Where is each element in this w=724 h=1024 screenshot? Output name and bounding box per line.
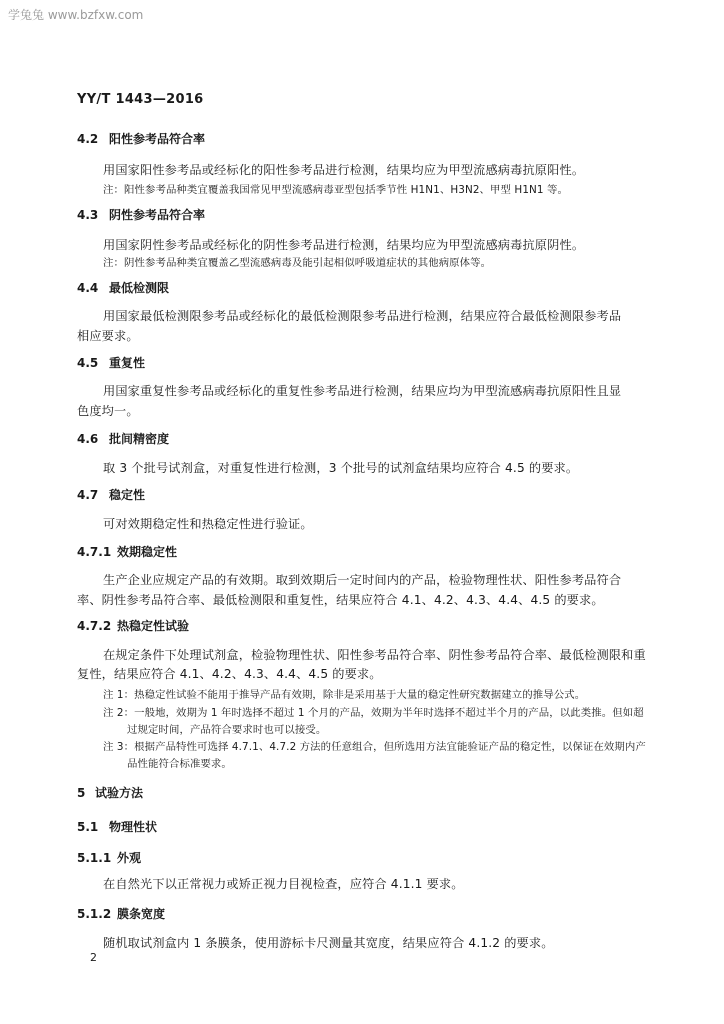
heading-4-6 (77, 430, 169, 447)
paragraph-4-3: 用国家阴性参考品或经标化的阴性参考品进行检测，结果均应为甲型流感病毒抗原阴性。 (103, 238, 585, 252)
heading-number: 5.1.2 (77, 907, 112, 921)
heading-title: 膜条宽度 (117, 907, 166, 921)
heading-number: 4.5 (77, 356, 99, 370)
heading-number: 5.1.1 (77, 851, 112, 865)
paragraph-4-7-2-line1: 在规定条件下处理试剂盒，检验物理性状、阳性参考品符合率、阴性参考品符合率、最低检测限和重 (103, 648, 646, 662)
heading-4-7 (77, 486, 145, 503)
note-2-line2: 过规定时间，产品符合要求时也可以接受。 (127, 724, 327, 736)
heading-title: 稳定性 (109, 488, 146, 502)
heading-5 (77, 784, 143, 801)
heading-number: 5.1 (77, 820, 99, 834)
watermark-text: 学兔兔 www.bzfxw.com (8, 8, 144, 22)
heading-title: 重复性 (109, 356, 146, 370)
paragraph-4-5-line2: 色度均一。 (77, 404, 139, 418)
heading-4-2 (77, 130, 205, 147)
heading-5-1 (77, 818, 157, 835)
paragraph-4-7-1-line1: 生产企业应规定产品的有效期。取到效期后一定时间内的产品，检验物理性状、阳性参考品符合 (103, 573, 622, 587)
note-3-line2: 品性能符合标准要求。 (127, 758, 232, 770)
heading-number: 4.4 (77, 281, 99, 295)
paragraph-4-6: 取 3 个批号试剂盒，对重复性进行检测，3 个批号的试剂盒结果均应符合 4.5 的要求。 (103, 461, 579, 475)
paragraph-5-1-1: 在自然光下以正常视力或矫正视力目视检查，应符合 4.1.1 要求。 (103, 877, 464, 891)
paragraph-4-5-line1: 用国家重复性参考品或经标化的重复性参考品进行检测，结果应均为甲型流感病毒抗原阳性且显 (103, 384, 622, 398)
heading-number: 4.6 (77, 432, 99, 446)
heading-number: 4.7 (77, 488, 99, 502)
heading-4-7-1 (77, 543, 177, 560)
heading-number: 4.3 (77, 208, 99, 222)
note-4-2: 注：阳性参考品种类宜覆盖我国常见甲型流感病毒亚型包括季节性 H1N1、H3N2、甲型 H1N1 等。 (103, 184, 568, 196)
heading-number: 4.2 (77, 132, 99, 146)
heading-number: 5 (77, 786, 86, 800)
page-number: 2 (90, 951, 97, 964)
heading-4-5 (77, 354, 145, 371)
heading-title: 阴性参考品符合率 (109, 208, 206, 222)
paragraph-5-1-2: 随机取试剂盒内 1 条膜条，使用游标卡尺测量其宽度，结果应符合 4.1.2 的要求。 (103, 936, 554, 950)
paragraph-4-2: 用国家阳性参考品或经标化的阳性参考品进行检测，结果均应为甲型流感病毒抗原阳性。 (103, 163, 585, 177)
paragraph-4-7-2-line2: 复性，结果应符合 4.1、4.2、4.3、4.4、4.5 的要求。 (77, 667, 382, 681)
heading-number: 4.7.1 (77, 545, 112, 559)
heading-title: 效期稳定性 (117, 545, 178, 559)
heading-title: 外观 (117, 851, 142, 865)
note-2-line1: 注 2：一般地，效期为 1 年时选择不超过 1 个月的产品，效期为半年时选择不超过半个月的产品，以此类推。但如超 (103, 707, 644, 719)
note-3-line1: 注 3：根据产品特性可选择 4.7.1、4.7.2 方法的任意组合，但所选用方法宜能验证产品的稳定性，以保证在效期内产 (103, 741, 646, 753)
heading-title: 热稳定性试验 (117, 619, 190, 633)
heading-number: 4.7.2 (77, 619, 112, 633)
paragraph-4-7-1-line2: 率、阴性参考品符合率、最低检测限和重复性，结果应符合 4.1、4.2、4.3、4.4、4.5 的要求。 (77, 593, 604, 607)
heading-4-7-2 (77, 617, 189, 634)
paragraph-4-4-line1: 用国家最低检测限参考品或经标化的最低检测限参考品进行检测，结果应符合最低检测限参考品 (103, 309, 622, 323)
heading-5-1-1 (77, 849, 141, 866)
document-number: YY/T 1443—2016 (77, 92, 204, 107)
heading-title: 批间精密度 (109, 432, 170, 446)
paragraph-4-4-line2: 相应要求。 (77, 329, 139, 343)
heading-title: 阳性参考品符合率 (109, 132, 206, 146)
paragraph-4-7: 可对效期稳定性和热稳定性进行验证。 (103, 517, 313, 531)
heading-title: 物理性状 (109, 820, 158, 834)
heading-title: 最低检测限 (109, 281, 170, 295)
heading-4-3 (77, 206, 205, 223)
note-4-3: 注：阴性参考品种类宜覆盖乙型流感病毒及能引起相似呼吸道症状的其他病原体等。 (103, 257, 492, 269)
heading-title: 试验方法 (95, 786, 144, 800)
heading-4-4 (77, 279, 169, 296)
heading-5-1-2 (77, 905, 165, 922)
note-1: 注 1：热稳定性试验不能用于推导产品有效期，除非是采用基于大量的稳定性研究数据建立的推导公式。 (103, 689, 586, 701)
